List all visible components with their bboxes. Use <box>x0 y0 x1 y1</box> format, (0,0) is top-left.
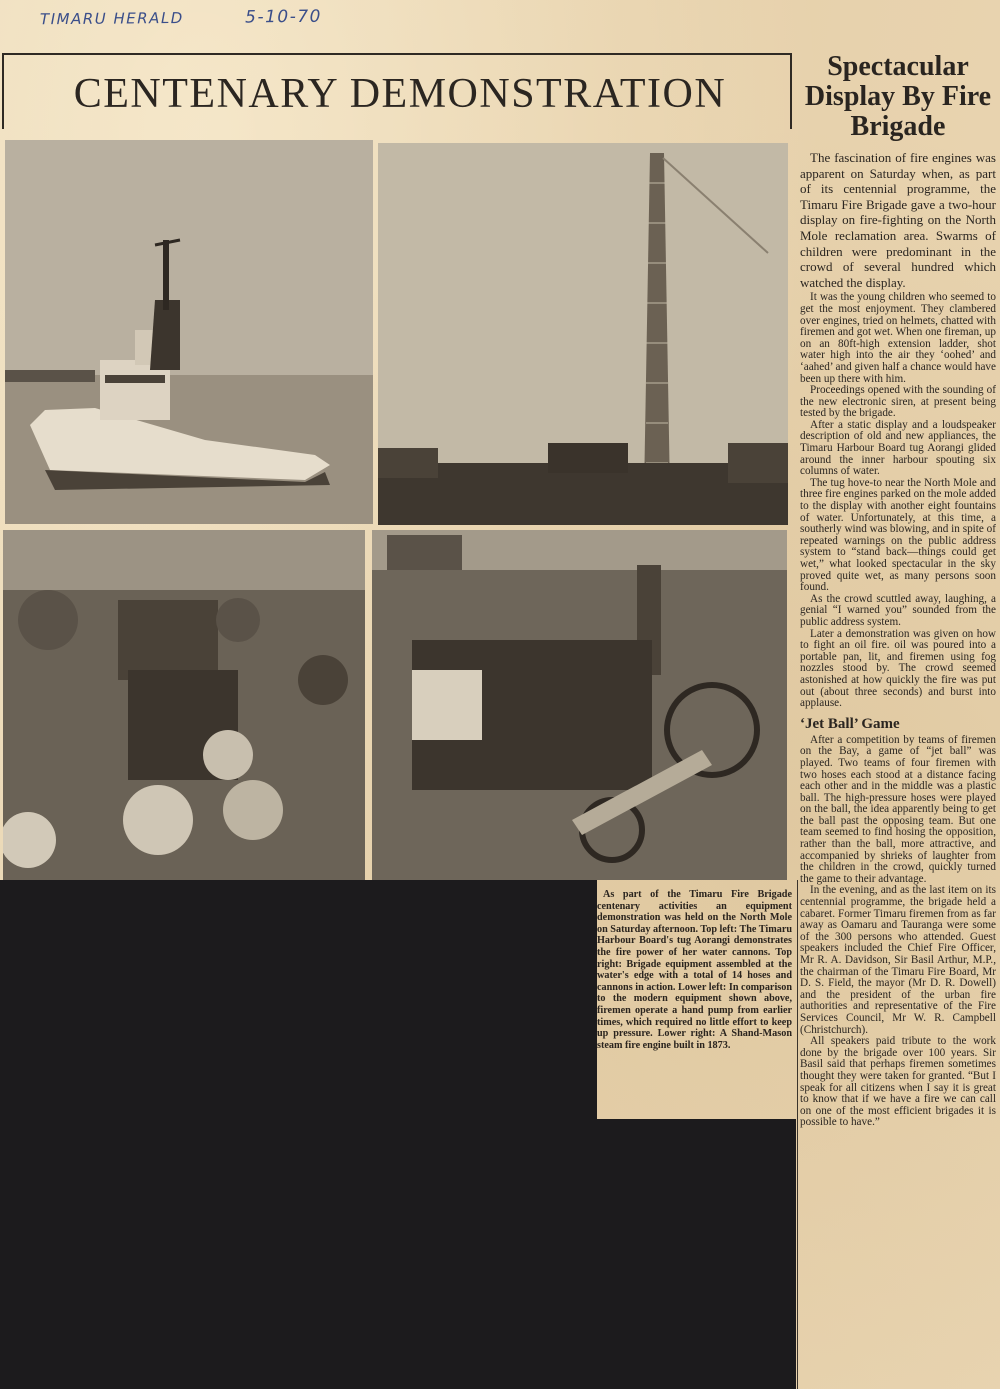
article-lead: The fascination of fire engines was apparent on Saturday when, as part of its centennial programme, the Timaru Fire Brigade gave a two-hour display on fire-fighting on the North Mole reclamation area. Swarms of children were predominant in the crowd of several hundred which watched the display. <box>800 150 996 290</box>
caption-text: As part of the Timaru Fire Brigade centenary activities an equipment demonstration was held on the North Mole on Saturday afternoon. Top left: The Timaru Harbour Board's tug Aorangi demonstrates the fire power of her water cannons. Top right: Brigade equipment assembled at the water's edge with a total of 14 hoses and cannons in action. Lower left: In comparison to the modern equipment shown above, firemen operate a hand pump from earlier times, which required no little effort to keep up pressure. Lower right: A Shand-Mason steam fire engine built in 1873. <box>597 889 793 1051</box>
article-column <box>800 52 996 1129</box>
article-headline: Spectacular Display By Fire Brigade <box>804 51 992 142</box>
photo-tug-aorangi <box>5 140 373 524</box>
photo-steam-fire-engine <box>372 530 787 880</box>
article-paragraph: After a competition by teams of firemen on the Bay, a game of “jet ball” was played. Two teams of four firemen with two hoses each stood at a distance facing each other and in the middle was a plastic ball. The high-pressure hoses were played on the ball, the idea apparently being to get the ball past the opposing team. But one team seemed to find hosing the opposition, rather than the ball, more attractive, and accompanied by shrieks of laughter from the children in the crowd, quickly turned the game to their advantage. <box>800 733 996 885</box>
banner-title: CENTENARY DEMONSTRATION <box>73 71 727 117</box>
publication-date: 5-10-70 <box>245 6 323 28</box>
article-paragraph: After a static display and a loudspeaker description of old and new appliances, the Timaru Harbour Board tug Aorangi glided around the inner harbour spouting six columns of water. <box>800 418 996 478</box>
article-paragraph: The tug hove-to near the North Mole and three fire engines parked on the mole added to the display with another eight fountains of water. Unfortunately, at this time, a southerly wind was blowing, and in spite of repeated warnings on the public address system to “stand back—things could get wet,” what looked spectacular in the sky proved quite wet, as many persons soon found. <box>800 476 997 594</box>
article-paragraph: Later a demonstration was given on how to fight an oil fire. oil was poured into a portable pan, lit, and firemen using fog nozzles stood by. The crowd seemed astonished at how quickly the fire was put out (about three seconds) and burst into applause. <box>800 627 996 710</box>
article-paragraph: As the crowd scuttled away, laughing, a genial “I warned you” sounded from the public address system. <box>800 592 996 628</box>
black-backing-area-lower <box>597 1119 796 1389</box>
column-rule <box>797 880 798 1389</box>
photo-extension-ladder <box>378 143 788 525</box>
tug-boat-image <box>5 140 373 524</box>
hand-pump-image <box>3 530 365 880</box>
article-paragraph: In the evening, and as the last item on its centennial programme, the brigade held a cabaret. Former Timaru firemen from as far away as Oamaru and Tauranga were some of the 300 persons who attended. Guest speakers included the Chief Fire Officer, Mr R. A. Davidson, Sir Basil Arthur, M.P., the chairman of the Timaru Fire Board, Mr D. S. Field, the mayor (Mr D. R. Dowell) and the president of the urban fire authorities and representative of the Fire Services Council, Mr W. R. Campbell (Christchurch). <box>800 884 996 1036</box>
black-backing-area <box>0 880 597 1389</box>
article-paragraph: All speakers paid tribute to the work done by the brigade over 100 years. Sir Basil said that perhaps firemen sometimes thought they were taken for granted. “But I speak for all citizens when I say it is great to know that if we have a fire we can call on one of the most efficient brigades it is possible to have.” <box>800 1035 996 1129</box>
article-paragraph: Proceedings opened with the sounding of the new electronic siren, at present being tested by the brigade. <box>800 384 996 420</box>
photo-caption <box>597 889 792 1051</box>
steam-engine-image <box>372 530 787 880</box>
article-subhead: ‘Jet Ball’ Game <box>800 715 900 732</box>
photo-hand-pump <box>3 530 365 880</box>
publication-name: TIMARU HERALD <box>39 8 184 29</box>
ladder-crowd-image <box>378 143 788 525</box>
article-paragraph: It was the young children who seemed to get the most enjoyment. They clambered over engines, tried on helmets, chatted with firemen and got wet. When one fireman, up on an 80ft-high extension ladder, shot water high into the air they ‘oohed’ and ‘aahed’ and given half a chance would have been up there with him. <box>800 291 996 385</box>
handwritten-annotation <box>40 7 322 29</box>
